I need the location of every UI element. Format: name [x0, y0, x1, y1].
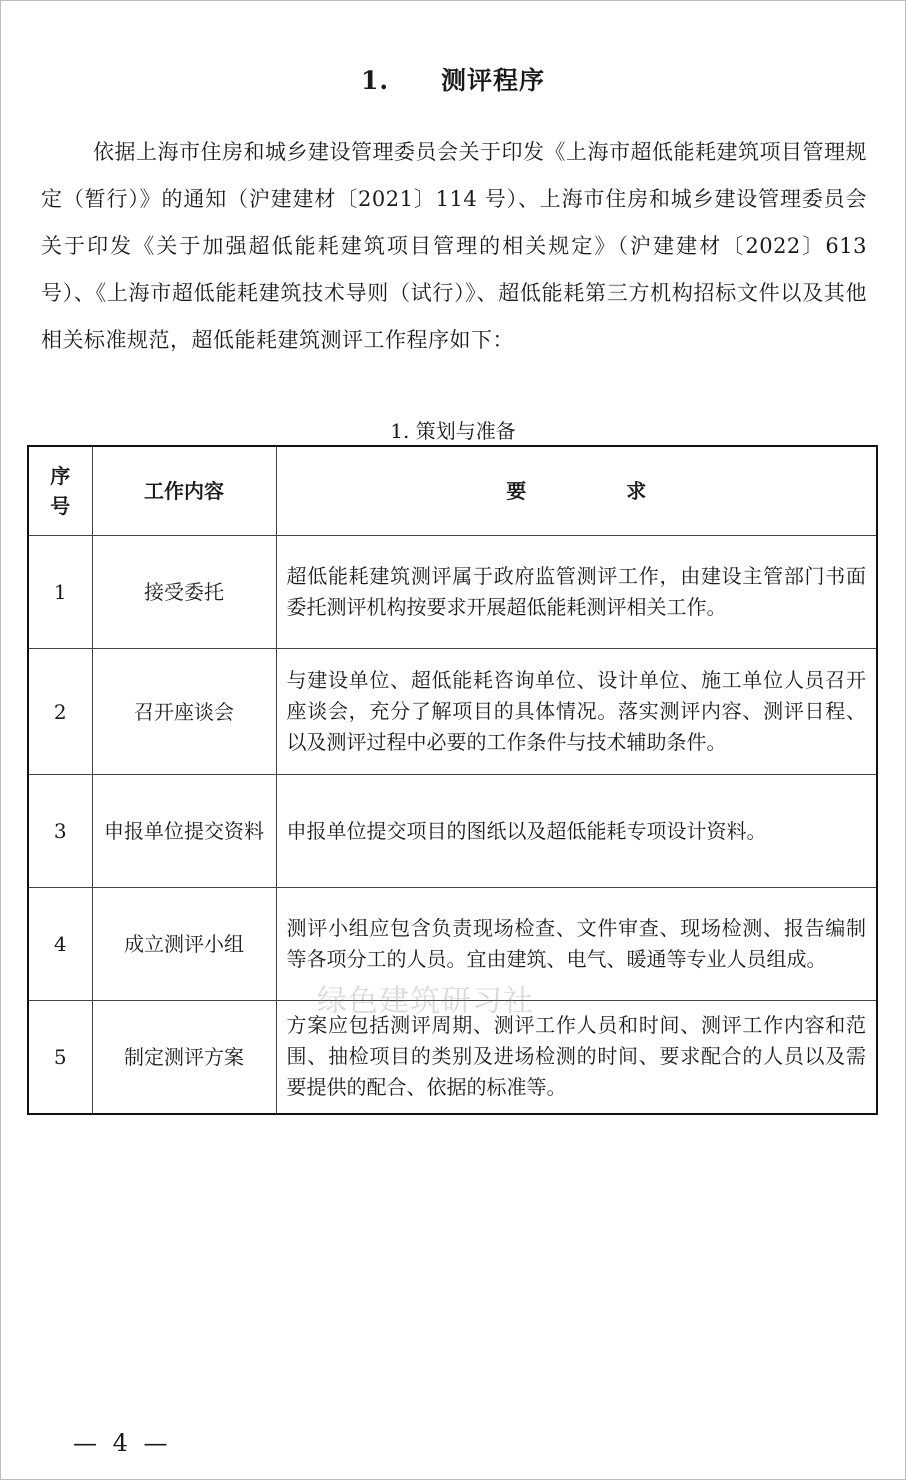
- row-req: 申报单位提交项目的图纸以及超低能耗专项设计资料。: [276, 775, 877, 888]
- table-header-row: [28, 446, 877, 536]
- row-num: 4: [28, 888, 92, 1001]
- section-heading: [1, 61, 905, 97]
- row-num: 3: [28, 775, 92, 888]
- procedure-table: [27, 445, 878, 1115]
- row-item: 申报单位提交资料: [92, 775, 276, 888]
- page-number: — 4 —: [73, 1429, 172, 1457]
- row-req: 测评小组应包含负责现场检查、文件审查、现场检测、报告编制等各项分工的人员。宜由建筑、电气、暖通等专业人员组成。: [276, 888, 877, 1001]
- table-row: [28, 649, 877, 775]
- table-row: [28, 536, 877, 649]
- intro-paragraph: 依据上海市住房和城乡建设管理委员会关于印发《上海市超低能耗建筑项目管理规定（暂行）》的通知（沪建建材〔2021〕114 号）、上海市住房和城乡建设管理委员会关于印发《关于加强超低能耗建筑项目管理的相关规定》（沪建建材〔2022〕613 号）、《上海市超低能耗建筑技术导则（试行）》、超低能耗第三方机构招标文件以及其他相关标准规范，超低能耗建筑测评工作程序如下：: [41, 140, 867, 352]
- row-req: 超低能耗建筑测评属于政府监管测评工作，由建设主管部门书面委托测评机构按要求开展超低能耗测评相关工作。: [276, 536, 877, 649]
- row-item: 制定测评方案: [92, 1001, 276, 1114]
- header-num: [28, 446, 92, 536]
- row-item: 成立测评小组: [92, 888, 276, 1001]
- header-req-label: 要求: [506, 479, 747, 503]
- row-req: 与建设单位、超低能耗咨询单位、设计单位、施工单位人员召开座谈会，充分了解项目的具体情况。落实测评内容、测评日程、以及测评过程中必要的工作条件与技术辅助条件。: [276, 649, 877, 775]
- header-req: [276, 446, 877, 536]
- header-item: 工作内容: [92, 446, 276, 536]
- row-req: 方案应包括测评周期、测评工作人员和时间、测评工作内容和范围、抽检项目的类别及进场检测的时间、要求配合的人员以及需要提供的配合、依据的标准等。: [276, 1001, 877, 1114]
- row-num: 2: [28, 649, 92, 775]
- header-num-label: 序号: [50, 464, 71, 518]
- row-num: 1: [28, 536, 92, 649]
- row-item: 召开座谈会: [92, 649, 276, 775]
- section-number: 1.: [360, 66, 390, 95]
- row-item: 接受委托: [92, 536, 276, 649]
- watermark: 绿色建筑研习社: [317, 984, 534, 1019]
- table-row: [28, 775, 877, 888]
- table-caption: 1. 策划与准备: [390, 419, 516, 443]
- row-num: 5: [28, 1001, 92, 1114]
- table-row: [28, 1001, 877, 1114]
- table-row: [28, 888, 877, 1001]
- section-title: 测评程序: [441, 66, 546, 95]
